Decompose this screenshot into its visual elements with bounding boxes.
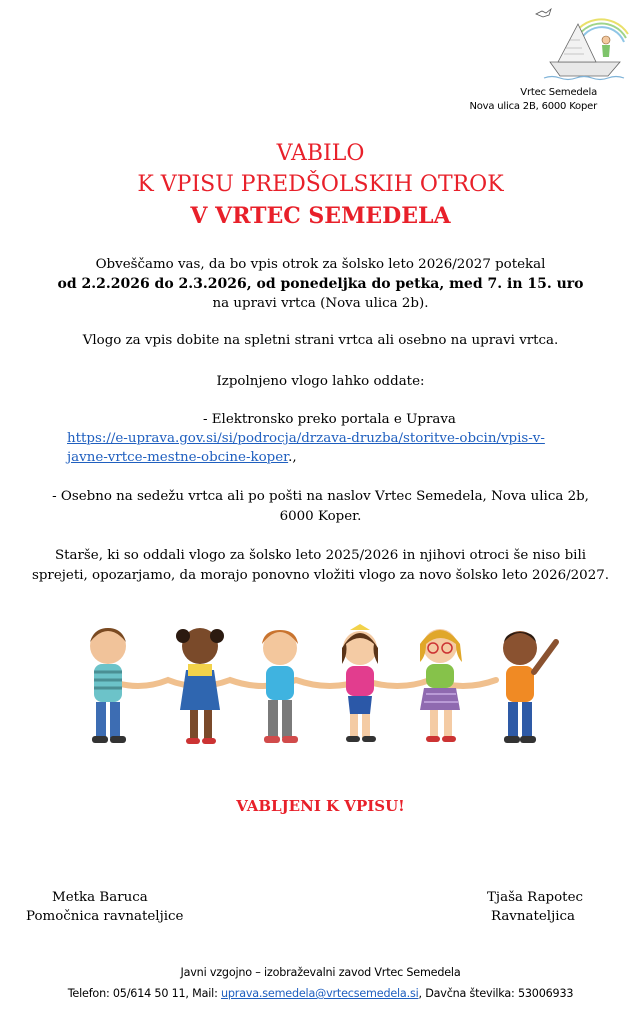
children-holding-hands-illustration (68, 618, 573, 756)
child-3 (262, 630, 298, 743)
school-logo-boat-icon (530, 4, 630, 84)
closing-invitation: VABLJENI K VPISU! (236, 797, 405, 815)
letterhead-address: Nova ulica 2B, 6000 Koper (469, 101, 597, 112)
intro-line-3: na upravi vrtca (Nova ulica 2b). (212, 296, 429, 311)
e-uprava-link-line-2-wrap (67, 448, 297, 467)
child-4 (342, 624, 378, 742)
child-6 (503, 631, 556, 743)
footer-contact (0, 987, 641, 1000)
footer-tax-number: , Davčna številka: 53006933 (418, 987, 574, 1000)
footer-email-link[interactable]: uprava.semedela@vrtecsemedela.si (221, 987, 419, 1000)
signature-left-role: Pomočnica ravnateljice (26, 909, 184, 924)
signature-right-role: Ravnateljica (490, 909, 575, 924)
e-uprava-link-line-1[interactable]: https://e-uprava.gov.si/si/podrocja/drzava-druzba/storitve-obcin/vpis-v- (67, 431, 545, 446)
submit-heading: Izpolnjeno vlogo lahko oddate: (216, 374, 425, 389)
e-uprava-link-line-2[interactable]: javne-vrtce-mestne-obcine-koper (67, 450, 289, 465)
title-line-1: VABILO (276, 141, 365, 166)
intro-line-1: Obveščamo vas, da bo vpis otrok za šolsko leto 2026/2027 potekal (95, 257, 546, 272)
link-suffix: ., (288, 450, 297, 465)
option-electronic: - Elektronsko preko portala e Uprava (203, 412, 456, 427)
notice-line-2: sprejeti, opozarjamo, da morajo ponovno vložiti vlogo za novo šolsko leto 2026/2027. (31, 568, 609, 583)
option-in-person-line-2: 6000 Koper. (279, 509, 362, 524)
option-in-person-line-1: - Osebno na sedežu vrtca ali po pošti na naslov Vrtec Semedela, Nova ulica 2b, (52, 489, 589, 504)
form-info: Vlogo za vpis dobite na spletni strani vrtca ali osebno na upravi vrtca. (82, 333, 559, 348)
intro-dates: od 2.2.2026 do 2.3.2026, od ponedeljka do petka, med 7. in 15. uro (57, 276, 584, 292)
footer-phone: Telefon: 05/614 50 11, Mail: (67, 987, 221, 1000)
notice-line-1: Starše, ki so oddali vlogo za šolsko leto 2025/2026 in njihovi otroci še niso bili (54, 548, 587, 563)
signature-left-name: Metka Baruca (52, 890, 148, 905)
footer-institution: Javni vzgojno – izobraževalni zavod Vrtec Semedela (180, 966, 461, 979)
letterhead-name: Vrtec Semedela (520, 87, 597, 98)
title-line-3: V VRTEC SEMEDELA (190, 203, 451, 229)
child-1 (90, 628, 126, 743)
signature-right-name: Tjaša Rapotec (487, 890, 583, 905)
title-line-2: K VPISU PREDŠOLSKIH OTROK (137, 172, 504, 197)
